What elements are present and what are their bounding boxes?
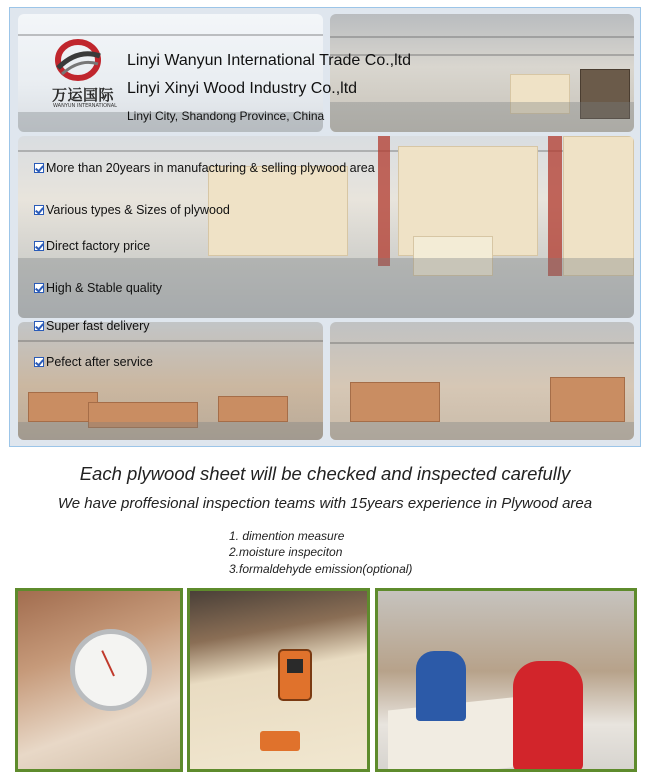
feature-item	[34, 203, 230, 217]
workshop-photo-right	[330, 322, 634, 440]
inspection-step: 3.formaldehyde emission(optional)	[229, 562, 413, 576]
feature-label: Super fast delivery	[46, 319, 150, 333]
inspection-step: 1. dimention measure	[229, 529, 345, 543]
feature-label: Direct factory price	[46, 239, 151, 253]
company-location: Linyi City, Shandong Province, China	[127, 109, 325, 123]
checkbox-icon	[34, 241, 44, 251]
checkbox-icon	[34, 283, 44, 293]
warehouse-photo-top	[330, 14, 634, 132]
feature-item	[34, 161, 375, 175]
moisture-meter-photo	[187, 588, 370, 772]
meter-probe-icon	[260, 731, 300, 751]
checkbox-icon	[34, 205, 44, 215]
feature-item	[34, 355, 153, 369]
company-name-2: Linyi Xinyi Wood Industry Co.,ltd	[127, 80, 358, 97]
moisture-meter-icon	[278, 649, 312, 701]
feature-label: High & Stable quality	[46, 281, 163, 295]
company-banner	[9, 7, 641, 447]
checkbox-icon	[34, 321, 44, 331]
feature-item	[34, 319, 150, 333]
checkbox-icon	[34, 357, 44, 367]
feature-item	[34, 281, 162, 295]
inspector-figure	[513, 661, 583, 771]
dial-gauge-icon	[70, 629, 152, 711]
inspection-subline: We have proffesional inspection teams with 15years experience in Plywood area	[57, 495, 593, 512]
feature-label: Pefect after service	[46, 355, 153, 369]
logo-chinese-text: 万运国际	[52, 86, 115, 104]
inspection-step: 2.moisture inspeciton	[229, 545, 343, 559]
inspection-headline: Each plywood sheet will be checked and inspected carefully	[79, 463, 571, 484]
logo-swirl-icon	[50, 38, 110, 86]
checkbox-icon	[34, 163, 44, 173]
inspection-team-photo	[375, 588, 637, 772]
company-name-1: Linyi Wanyun International Trade Co.,ltd	[127, 52, 412, 69]
company-logo	[50, 38, 120, 113]
feature-label: Various types & Sizes of plywood	[46, 203, 230, 217]
inspector-figure	[416, 651, 466, 721]
feature-item	[34, 239, 150, 253]
thickness-gauge-photo	[15, 588, 183, 772]
workshop-photo-left	[18, 322, 323, 440]
feature-label: More than 20years in manufacturing & selling plywood area	[46, 161, 375, 175]
logo-english-text: WANYUN INTERNATIONAL	[53, 103, 117, 109]
